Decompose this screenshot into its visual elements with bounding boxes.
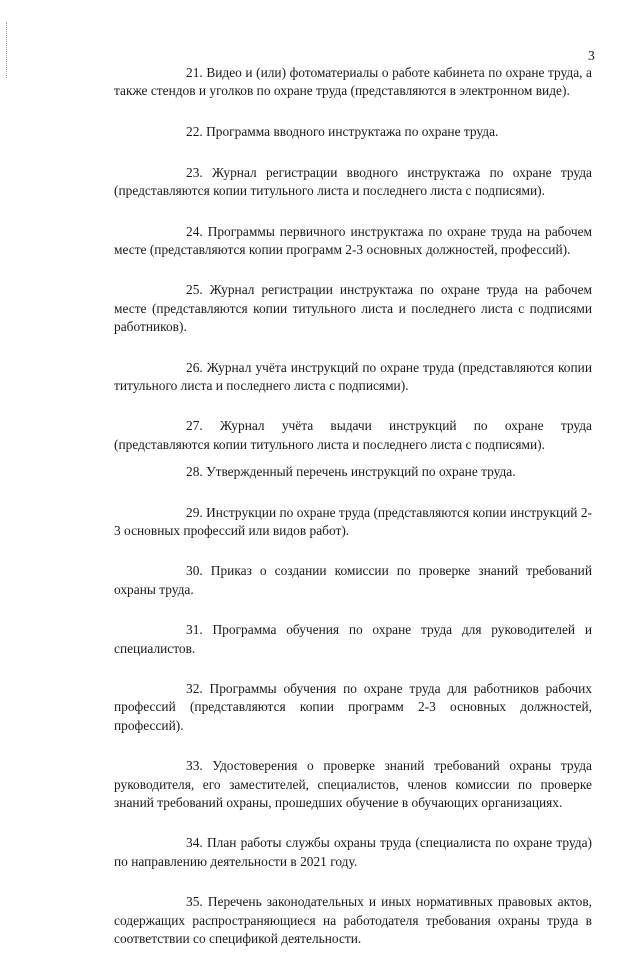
item-number: 28. (186, 463, 203, 479)
list-item (114, 893, 592, 948)
list-item (114, 223, 592, 259)
item-text: Программа вводного инструктажа по охране труда. (206, 123, 499, 139)
item-number: 27. (186, 418, 203, 434)
item-number: 24. (186, 223, 203, 239)
list-item (114, 123, 592, 141)
item-text: Журнал учёта инструкций по охране труда (представляются копии титульного листа и последнего листа с подписями). (114, 359, 592, 393)
item-text: Программы обучения по охране труда для работников рабочих профессий (представляются копии программ 2-3 основных должностей, профессий). (114, 681, 592, 733)
item-text: Программы первичного инструктажа по охране труда на рабочем месте (представляются копии программ 2-3 основных должностей, профессий). (114, 223, 592, 257)
item-number: 34. (186, 835, 203, 851)
item-text: Удостоверения о проверке знаний требований охраны труда руководителя, его заместителей, специалистов, членов комиссии по проверке знаний требований охраны, прошедших обучение в обучающих организациях. (114, 758, 592, 810)
list-item (114, 463, 592, 481)
item-text: Видео и (или) фотоматериалы о работе кабинета по охране труда, а также стендов и уголков по охране труда (представляются в электронном виде). (114, 65, 592, 99)
list-item (114, 164, 592, 200)
item-number: 21. (186, 65, 203, 80)
list-item (114, 504, 592, 540)
item-number: 33. (186, 758, 203, 774)
item-text: Перечень законодательных и иных нормативных правовых актов, содержащих распространяющиеся на работодателя требования охраны труда в соответствии со спецификой деятельности. (114, 894, 592, 946)
item-text: Программа обучения по охране труда для руководителей и специалистов. (114, 622, 592, 656)
list-item (114, 621, 592, 657)
item-number: 35. (186, 894, 203, 910)
list-item (114, 834, 592, 870)
list-item (114, 680, 592, 735)
item-text: Журнал регистрации инструктажа по охране труда на рабочем месте (представляются копии титульного листа и последнего листа с подписями работников). (114, 282, 592, 334)
list-item (114, 281, 592, 336)
item-number: 31. (186, 622, 203, 638)
scan-edge-mark (6, 22, 7, 78)
list-item (114, 562, 592, 598)
list-item (114, 757, 592, 812)
item-text: Журнал регистрации вводного инструктажа по охране труда (представляются копии титульного листа и последнего листа с подписями). (114, 164, 592, 198)
list-item (114, 417, 592, 453)
item-number: 32. (186, 681, 203, 697)
item-text: Приказ о создании комиссии по проверке знаний требований охраны труда. (114, 563, 592, 597)
item-text: Утвержденный перечень инструкций по охране труда. (206, 463, 516, 479)
item-text: Инструкции по охране труда (представляются копии инструкций 2-3 основных профессий или видов работ). (114, 504, 592, 538)
item-number: 30. (186, 563, 203, 579)
list-item (114, 359, 592, 395)
item-number: 29. (186, 504, 203, 520)
item-number: 26. (186, 359, 203, 375)
item-number: 25. (186, 282, 203, 298)
list-item (114, 64, 592, 100)
item-number: 23. (186, 164, 203, 180)
item-text: Журнал учёта выдачи инструкций по охране труда (представляются копии титульного листа и последнего листа с подписями). (114, 418, 592, 452)
document-body (114, 64, 592, 971)
item-text: План работы службы охраны труда (специалиста по охране труда) по направлению деятельности в 2021 году. (114, 835, 592, 869)
item-number: 22. (186, 123, 203, 139)
page-number: 3 (588, 48, 595, 63)
